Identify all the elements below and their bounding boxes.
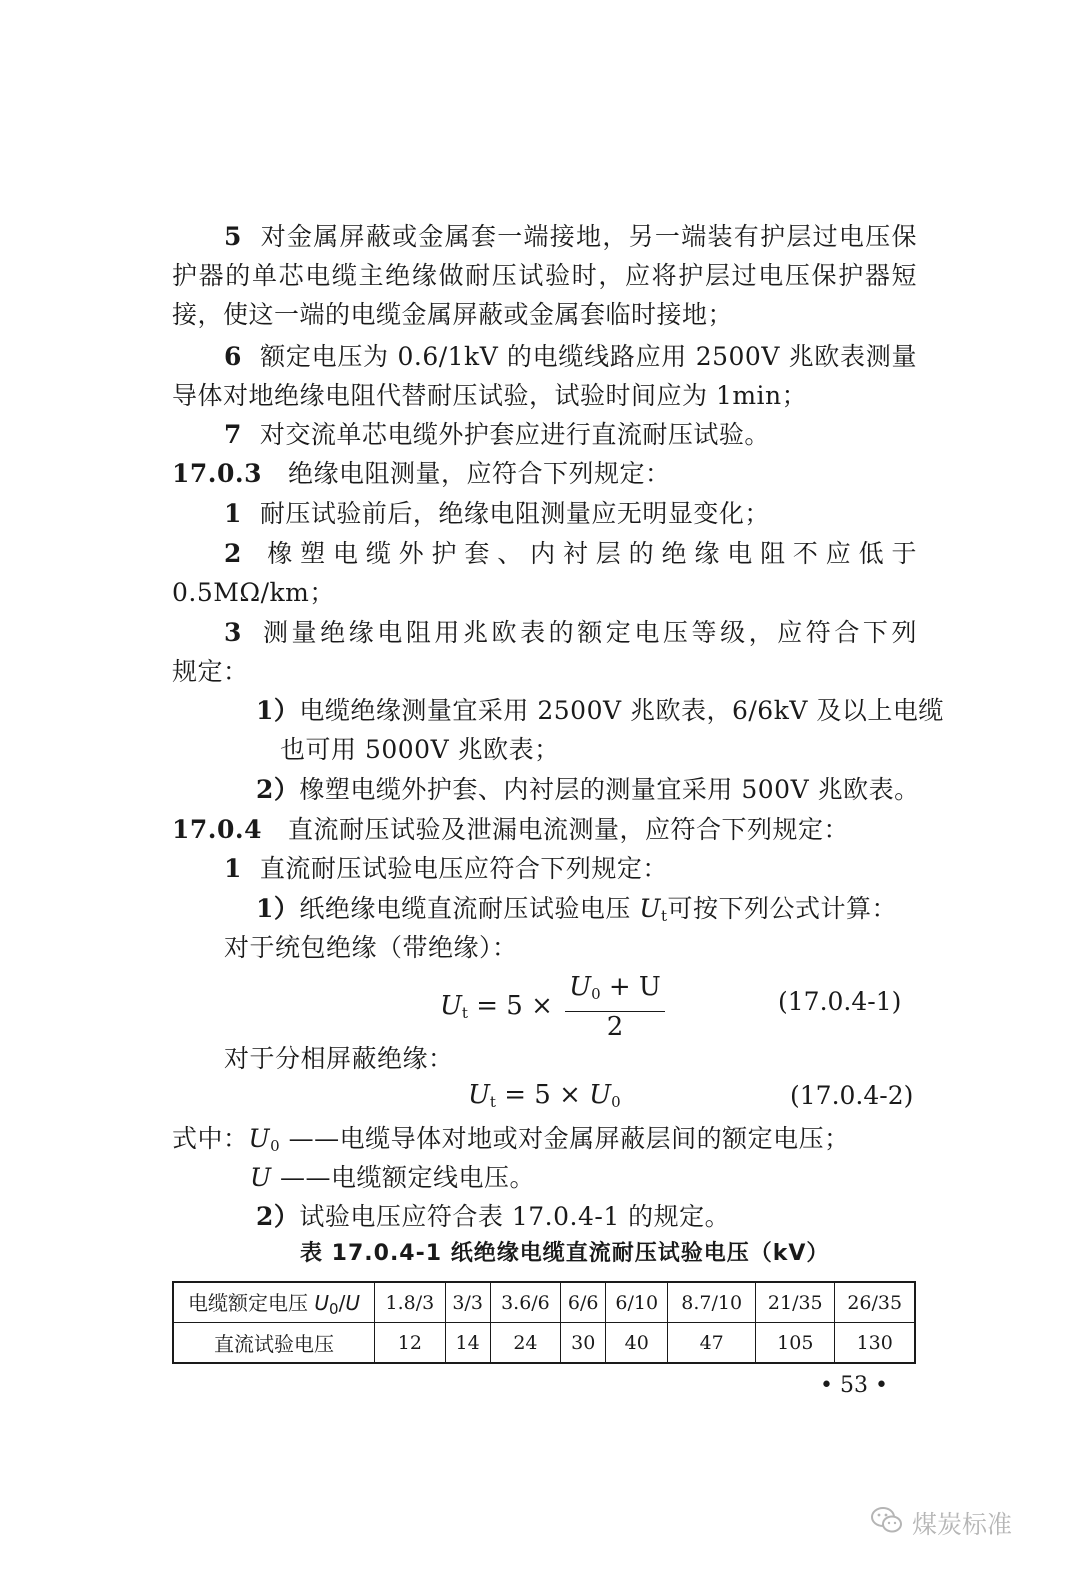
watermark-text: 煤炭标准	[912, 1510, 1013, 1539]
c4-item-1: 1 直流耐压试验电压应符合下列规定：	[224, 850, 917, 888]
clause-number: 17.0.4	[172, 815, 262, 844]
item-7-line-1: 7 对交流单芯电缆外护套应进行直流耐压试验。	[224, 416, 917, 454]
formula-17-0-4-2: $U_t = 5 \times U_0$	[468, 1080, 621, 1111]
table-cell: 6/6	[561, 1282, 606, 1323]
c4-sub-2: 2）试验电压应符合表 17.0.4-1 的规定。	[256, 1202, 731, 1231]
table-cell: 26/35	[835, 1282, 915, 1323]
item-number: 5	[224, 222, 242, 251]
watermark	[870, 1505, 1012, 1541]
c3-item-2-line-2: 0.5MΩ/km；	[172, 578, 335, 607]
wechat-icon	[870, 1505, 904, 1541]
formula-fraction: $\frac{U_0 + U}{2}$	[565, 972, 665, 1042]
c3-item-2-line-1: 2 橡塑电缆外护套、内衬层的绝缘电阻不应低于	[224, 535, 917, 573]
formula-17-0-4-1: $U_t = 5$ × $\frac{U_0 + U}{2}$	[440, 972, 665, 1042]
phase-shield-label: 对于分相屏蔽绝缘：	[224, 1044, 454, 1073]
sub-item-number: 1）	[256, 696, 300, 725]
item-5-line-2: 护器的单芯电缆主绝缘做耐压试验时，应将护层过电压保护器短	[172, 261, 917, 290]
table-caption: 表 17.0.4-1 纸绝缘电缆直流耐压试验电压（kV）	[300, 1241, 830, 1266]
clause-17-0-3: 17.0.3 绝缘电阻测量，应符合下列规定：	[172, 455, 917, 493]
c3-sub-2: 2）橡塑电缆外护套、内衬层的测量宜采用 500V 兆欧表。	[256, 775, 920, 804]
c3-sub-1-line-2: 也可用 5000V 兆欧表；	[280, 735, 560, 764]
item-number: 6	[224, 342, 242, 371]
table-row	[173, 1282, 915, 1323]
c3-item-1: 1 耐压试验前后，绝缘电阻测量应无明显变化；	[224, 495, 917, 533]
sub-item-number: 2）	[256, 1202, 300, 1231]
item-number: 1	[224, 499, 242, 528]
table-cell: 21/35	[756, 1282, 835, 1323]
table-row	[173, 1323, 915, 1364]
clause-17-0-4: 17.0.4 直流耐压试验及泄漏电流测量，应符合下列规定：	[172, 811, 917, 849]
table-cell: 30	[561, 1323, 606, 1364]
c3-item-3-line-1: 3 测量绝缘电阻用兆欧表的额定电压等级，应符合下列	[224, 614, 917, 652]
table-cell: 8.7/10	[668, 1282, 756, 1323]
item-6-line-1: 6 额定电压为 0.6/1kV 的电缆线路应用 2500V 兆欧表测量	[224, 338, 917, 376]
table-cell: 1.8/3	[375, 1282, 446, 1323]
c4-sub-1: 1）纸绝缘电缆直流耐压试验电压 $U_t$可按下列公式计算：	[256, 894, 897, 925]
clause-number: 17.0.3	[172, 459, 262, 488]
page-number: • 53 •	[820, 1373, 888, 1398]
equation-number: (17.0.4-1)	[778, 987, 902, 1016]
item-5-line-3: 接，使这一端的电缆金属屏蔽或金属套临时接地；	[172, 300, 734, 329]
where-line-2: U ——电缆额定线电压。	[250, 1163, 536, 1192]
table-cell: 3/3	[445, 1282, 490, 1323]
belt-insulation-label: 对于统包绝缘（带绝缘）：	[224, 933, 518, 962]
sub-item-number: 2）	[256, 775, 300, 804]
sub-item-number: 1）	[256, 894, 300, 923]
table-cell: 47	[668, 1323, 756, 1364]
c3-item-3-line-2: 规定：	[172, 657, 249, 686]
table-cell: 12	[375, 1323, 446, 1364]
item-number: 3	[224, 618, 242, 647]
table-cell: 3.6/6	[490, 1282, 561, 1323]
c3-sub-1-line-1: 1）电缆绝缘测量宜采用 2500V 兆欧表，6/6kV 及以上电缆	[256, 696, 944, 725]
equation-number: (17.0.4-2)	[790, 1081, 914, 1110]
table-cell: 6/10	[606, 1282, 668, 1323]
table-cell: 24	[490, 1323, 561, 1364]
test-voltage-table	[172, 1281, 916, 1364]
item-number: 2	[224, 539, 242, 568]
item-number: 7	[224, 420, 242, 449]
where-line-1: 式中：$U_0$ ——电缆导体对地或对金属屏蔽层间的额定电压；	[172, 1124, 850, 1155]
table-cell: 14	[445, 1323, 490, 1364]
table-cell: 40	[606, 1323, 668, 1364]
table-cell: 130	[835, 1323, 915, 1364]
table-row-header: 电缆额定电压 $U_0/U$	[173, 1282, 375, 1323]
item-number: 1	[224, 854, 242, 883]
table-cell: 105	[756, 1323, 835, 1364]
item-6-line-2: 导体对地绝缘电阻代替耐压试验，试验时间应为 1min；	[172, 381, 808, 410]
item-5-line-1: 5 对金属屏蔽或金属套一端接地，另一端装有护层过电压保	[224, 218, 917, 256]
table-row-header: 直流试验电压	[173, 1323, 375, 1364]
